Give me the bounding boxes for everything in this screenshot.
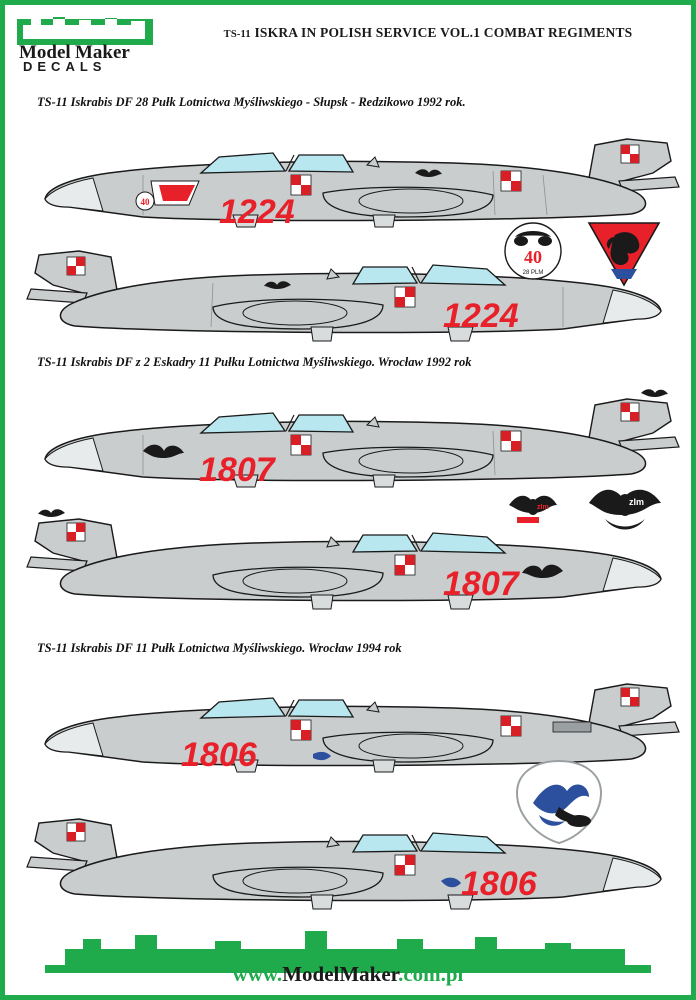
footer-www: www. (232, 962, 283, 986)
caption-profile-1: TS-11 Iskrabis DF 28 Pułk Lotnictwa Myśliwskiego - Słupsk - Redzikowo 1992 rok. (37, 95, 466, 109)
svg-text:40: 40 (140, 197, 150, 207)
badge-bat-small (505, 487, 561, 531)
sheet-footer (5, 923, 691, 995)
aircraft-profile-1-left (23, 115, 683, 245)
page-title-main: ISKRA IN POLISH SERVICE VOL.1 COMBAT REGIMENTS (254, 25, 633, 40)
svg-text:Maker: Maker (75, 42, 130, 63)
page-title (173, 25, 683, 41)
footer-suffix: .com.pl (398, 962, 464, 986)
footer-website (5, 962, 691, 987)
bat-large-label: zIm (629, 497, 645, 507)
serial-1807-right: 1807 (443, 565, 519, 603)
bat-small-label: zIm (537, 504, 549, 511)
svg-text:Model: Model (19, 42, 71, 63)
serial-1224-right: 1224 (443, 297, 519, 335)
serial-1807-left: 1807 (199, 451, 275, 489)
footer-brand-model: Model (282, 962, 340, 986)
badge-bat-large (585, 479, 665, 537)
modelmaker-logo (13, 11, 173, 73)
page-title-prefix: TS-11 (223, 29, 251, 40)
footer-brand-maker: Maker (339, 962, 399, 986)
badge-40-sub: 28 PLM (522, 270, 544, 276)
serial-1806-left: 1806 (181, 736, 257, 774)
caption-profile-3: TS-11 Iskrabis DF 11 Pułk Lotnictwa Myśliwskiego. Wrocław 1994 rok (37, 641, 402, 655)
badge-griffin-shield (585, 217, 663, 289)
badge-anniversary-40 (497, 221, 569, 281)
badge-40-label: 40 (524, 247, 542, 267)
serial-1806-right: 1806 (461, 865, 537, 903)
serial-1224-left: 1224 (219, 193, 295, 231)
badge-eagle-shield (513, 757, 605, 847)
caption-profile-2: TS-11 Iskrabis DF z 2 Eskadry 11 Pułku Lotnictwa Myśliwskiego. Wrocław 1992 rok (37, 355, 472, 369)
aircraft-profile-2-right (23, 495, 683, 625)
aircraft-profile-2-left (23, 375, 683, 505)
sheet-header (5, 5, 691, 77)
svg-text:DECALS: DECALS (23, 59, 107, 73)
aircraft-profile-1-right (23, 227, 683, 357)
